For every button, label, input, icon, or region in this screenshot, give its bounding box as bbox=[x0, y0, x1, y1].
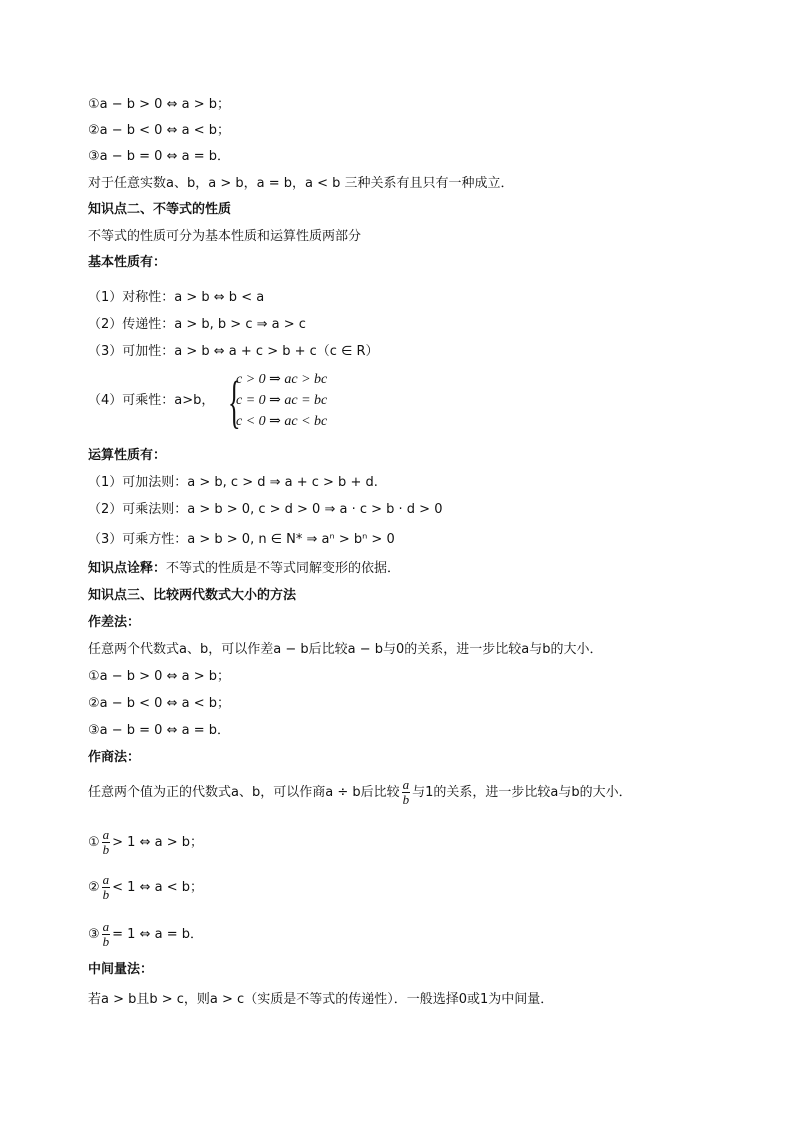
property-transitivity: （2）传递性：a > b, b > c ⇒ a > c bbox=[88, 317, 306, 332]
denominator: b bbox=[402, 792, 410, 807]
difference-method-text: 任意两个代数式a、b，可以作差a − b后比较a − b与0的关系，进一步比较a与b的大小． bbox=[88, 642, 603, 657]
intermediate-method-text: 若a > b且b > c，则a > c（实质是不等式的传递性）．一般选择0或1为中间量． bbox=[88, 992, 554, 1007]
circled-number: ② bbox=[88, 880, 100, 895]
operation-properties-heading: 运算性质有： bbox=[88, 448, 167, 463]
difference-rule-3: ③a − b = 0 ⇔ a = b． bbox=[88, 149, 230, 164]
section-heading-3: 知识点三、比较两代数式大小的方法 bbox=[88, 588, 297, 603]
intermediate-method-heading: 中间量法： bbox=[88, 962, 154, 977]
cases-brace: { bbox=[228, 369, 241, 434]
numerator: a bbox=[402, 777, 410, 792]
trichotomy-statement: 对于任意实数a、b，a > b，a = b，a < b 三种关系有且只有一种成立． bbox=[88, 176, 514, 191]
case-zero: c = 0 ⇒ ac = bc bbox=[236, 393, 328, 408]
quotient-text-post: 与1的关系，进一步比较a与b的大小． bbox=[412, 785, 632, 800]
difference-rule-1: ①a − b > 0 ⇔ a > b； bbox=[88, 97, 230, 112]
quotient-method-heading: 作商法： bbox=[88, 750, 141, 765]
fraction-a-over-b bbox=[102, 873, 111, 902]
numerator: a bbox=[102, 919, 110, 934]
multiplication-rule: （2）可乘法则：a > b > 0, c > d > 0 ⇒ a · c > b · d > 0 bbox=[88, 502, 443, 517]
fraction-a-over-b bbox=[102, 920, 111, 949]
note-label: 知识点诠释： bbox=[88, 561, 167, 576]
case-negative: c < 0 ⇒ ac < bc bbox=[236, 414, 328, 429]
difference-rule-2: ②a − b < 0 ⇔ a < b； bbox=[88, 123, 230, 138]
circled-number: ① bbox=[88, 835, 100, 850]
property-symmetry: （1）对称性：a > b ⇔ b < a bbox=[88, 290, 265, 305]
fraction-a-over-b bbox=[102, 828, 111, 857]
fraction-a-over-b bbox=[402, 778, 411, 807]
quotient-case-3 bbox=[88, 918, 203, 952]
circled-number: ③ bbox=[88, 927, 100, 942]
difference-method-heading: 作差法： bbox=[88, 615, 141, 630]
quotient-case-1 bbox=[88, 826, 203, 860]
difference-case-1: ①a − b > 0 ⇔ a > b； bbox=[88, 669, 230, 684]
basic-properties-heading: 基本性质有： bbox=[88, 255, 167, 270]
difference-case-2: ②a − b < 0 ⇔ a < b； bbox=[88, 696, 230, 711]
numerator: a bbox=[102, 872, 110, 887]
property-multiplicativity-label: （4）可乘性：a>b， bbox=[88, 393, 215, 408]
note-text: 不等式的性质是不等式同解变形的依据． bbox=[166, 561, 401, 576]
relation: = 1 ⇔ a = b． bbox=[112, 927, 203, 942]
difference-case-3: ③a − b = 0 ⇔ a = b． bbox=[88, 723, 230, 738]
denominator: b bbox=[102, 934, 110, 949]
quotient-text-pre: 任意两个值为正的代数式a、b，可以作商a ÷ b后比较 bbox=[88, 785, 400, 800]
section-heading-2: 知识点二、不等式的性质 bbox=[88, 202, 232, 217]
properties-intro: 不等式的性质可分为基本性质和运算性质两部分 bbox=[88, 229, 362, 244]
relation: > 1 ⇔ a > b； bbox=[112, 835, 203, 850]
quotient-case-2 bbox=[88, 871, 203, 905]
power-rule: （3）可乘方性：a > b > 0, n ∈ N* ⇒ aⁿ > bⁿ > 0 bbox=[88, 532, 395, 547]
note-line bbox=[88, 560, 400, 578]
denominator: b bbox=[102, 842, 110, 857]
property-additivity: （3）可加性：a > b ⇔ a + c > b + c（c ∈ R） bbox=[88, 344, 379, 359]
quotient-method-text bbox=[88, 776, 632, 810]
addition-rule: （1）可加法则：a > b, c > d ⇒ a + c > b + d. bbox=[88, 475, 378, 490]
case-positive: c > 0 ⇒ ac > bc bbox=[236, 372, 328, 387]
numerator: a bbox=[102, 827, 110, 842]
denominator: b bbox=[102, 887, 110, 902]
relation: < 1 ⇔ a < b； bbox=[112, 880, 203, 895]
